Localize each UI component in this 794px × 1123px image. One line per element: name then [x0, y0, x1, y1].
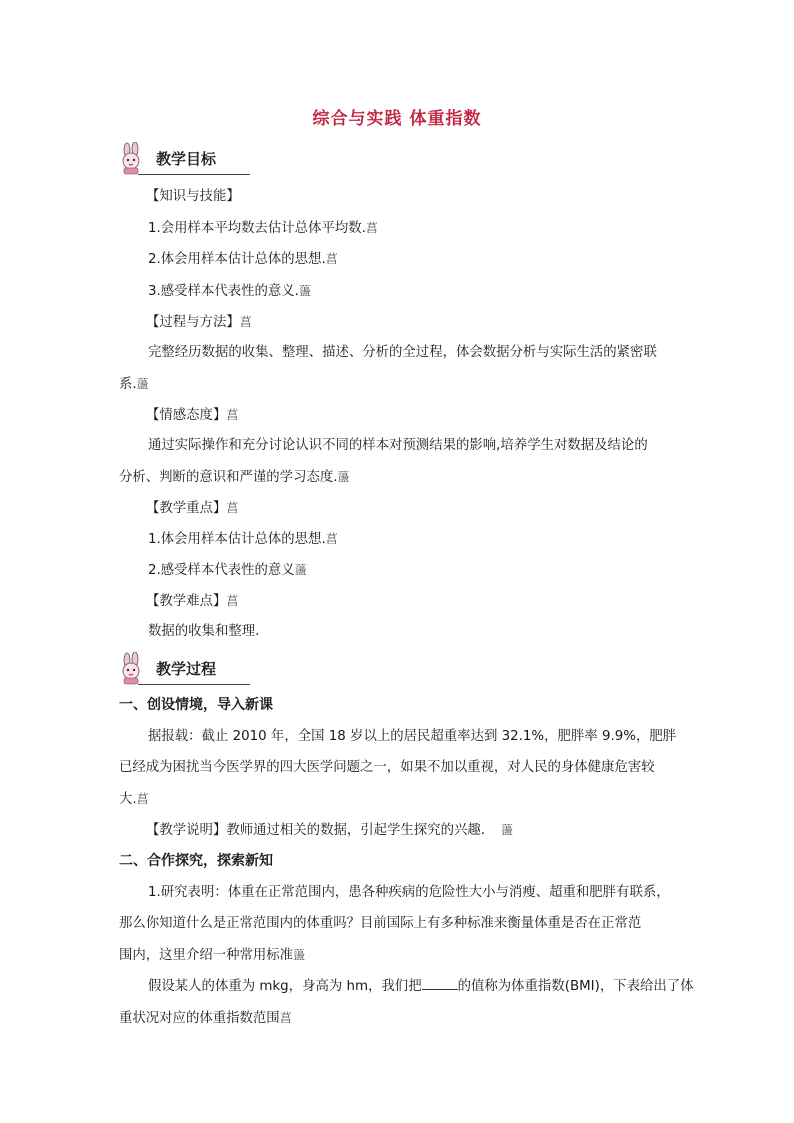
method-line-2 [119, 375, 149, 394]
banner-underline [138, 174, 250, 175]
stray-mark: 蘯 [294, 563, 307, 577]
stray-mark: 菖 [136, 792, 149, 806]
rabbit-icon [116, 652, 152, 686]
sec2-line-4-text-b: 的值称为体重指数(BMI)，下表给出了体 [457, 979, 694, 994]
knowledge-item-3 [148, 282, 311, 301]
sec2-line-3-text: 围内，这里介绍一种常用标准 [119, 948, 294, 963]
banner-label-goals: 教学目标 [156, 150, 217, 168]
rabbit-icon [116, 142, 152, 176]
sec2-line-2: 那么你知道什么是正常范围内的体重吗？目前国际上有多种标准来衡量体重是否在正常范 [119, 916, 642, 931]
sec1-line-3-text: 大. [119, 792, 137, 807]
sec1-line-2: 已经成为困扰当今医学界的四大医学问题之一，如果不加以重视，对人民的身体健康危害较 [119, 760, 655, 775]
emotion-heading-text: 【情感态度】 [146, 408, 227, 423]
stray-mark: 菖 [365, 221, 378, 235]
knowledge-heading: 【知识与技能】 [146, 189, 240, 204]
emotion-line-2-text: 分析、判断的意识和严谨的学习态度. [119, 470, 338, 485]
sec1-note-text: 【教学说明】教师通过相关的数据，引起学生探究的兴趣. [146, 823, 486, 838]
key-item-2 [148, 561, 307, 580]
stray-mark: 蘯 [293, 948, 306, 962]
sec2-line-4 [148, 977, 694, 996]
knowledge-item-2-text: 2.体会用样本估计总体的思想. [148, 252, 326, 267]
key-item-1 [148, 530, 338, 549]
stray-mark: 蘯 [136, 377, 149, 391]
key-heading [146, 499, 238, 518]
section-banner-goals [116, 142, 236, 178]
method-line-2-text: 系. [119, 377, 137, 392]
section-2-heading: 二、合作探究，探索新知 [119, 853, 273, 869]
sec2-line-1: 1.研究表明：体重在正常范围内，患各种疾病的危险性大小与消瘦、超重和肥胖有联系， [148, 885, 670, 900]
key-item-1-text: 1.体会用样本估计总体的思想. [148, 532, 326, 547]
banner-underline [138, 684, 250, 685]
knowledge-item-2 [148, 250, 338, 269]
method-heading-text: 【过程与方法】 [146, 315, 240, 330]
section-1-heading: 一、创设情境，导入新课 [119, 697, 273, 713]
stray-mark: 菖 [279, 1011, 292, 1025]
stray-mark: 菖 [226, 594, 239, 608]
knowledge-item-1-text: 1.会用样本平均数去估计总体平均数. [148, 221, 366, 236]
sec1-line-1: 据报载：截止 2010 年，全国 18 岁以上的居民超重率达到 32.1%，肥胖率 9.9%，肥胖 [148, 729, 677, 744]
difficult-text: 数据的收集和整理. [148, 624, 260, 639]
section-banner-process [116, 652, 236, 688]
stray-mark: 菖 [239, 315, 252, 329]
stray-mark: 蘯 [337, 470, 350, 484]
sec2-line-3 [119, 946, 305, 965]
sec2-line-5-text: 重状况对应的体重指数范围 [119, 1011, 280, 1026]
difficult-heading-text: 【教学难点】 [146, 594, 227, 609]
emotion-line-2 [119, 468, 350, 487]
stray-mark: 蘯 [501, 823, 514, 837]
sec1-note [146, 821, 513, 840]
difficult-heading [146, 592, 238, 611]
knowledge-item-1 [148, 219, 378, 238]
stray-mark: 菖 [325, 252, 338, 266]
method-line-1: 完整经历数据的收集、整理、描述、分析的全过程，体会数据分析与实际生活的紧密联 [148, 345, 657, 360]
emotion-line-1: 通过实际操作和充分讨论认识不同的样本对预测结果的影响,培养学生对数据及结论的 [148, 438, 648, 453]
stray-mark: 蘯 [298, 284, 311, 298]
stray-mark: 菖 [226, 501, 239, 515]
formula-blank [422, 977, 458, 990]
sec2-line-4-text-a: 假设某人的体重为 mkg，身高为 hm，我们把 [148, 979, 422, 994]
stray-mark: 菖 [325, 532, 338, 546]
key-item-2-text: 2.感受样本代表性的意义 [148, 563, 295, 578]
knowledge-item-3-text: 3.感受样本代表性的意义. [148, 284, 299, 299]
key-heading-text: 【教学重点】 [146, 501, 227, 516]
page-title: 综合与实践 体重指数 [312, 109, 482, 129]
method-heading [146, 313, 252, 332]
sec2-line-5 [119, 1009, 292, 1028]
stray-mark: 菖 [226, 408, 239, 422]
banner-label-process: 教学过程 [156, 660, 217, 678]
sec1-line-3 [119, 790, 149, 809]
emotion-heading [146, 406, 238, 425]
